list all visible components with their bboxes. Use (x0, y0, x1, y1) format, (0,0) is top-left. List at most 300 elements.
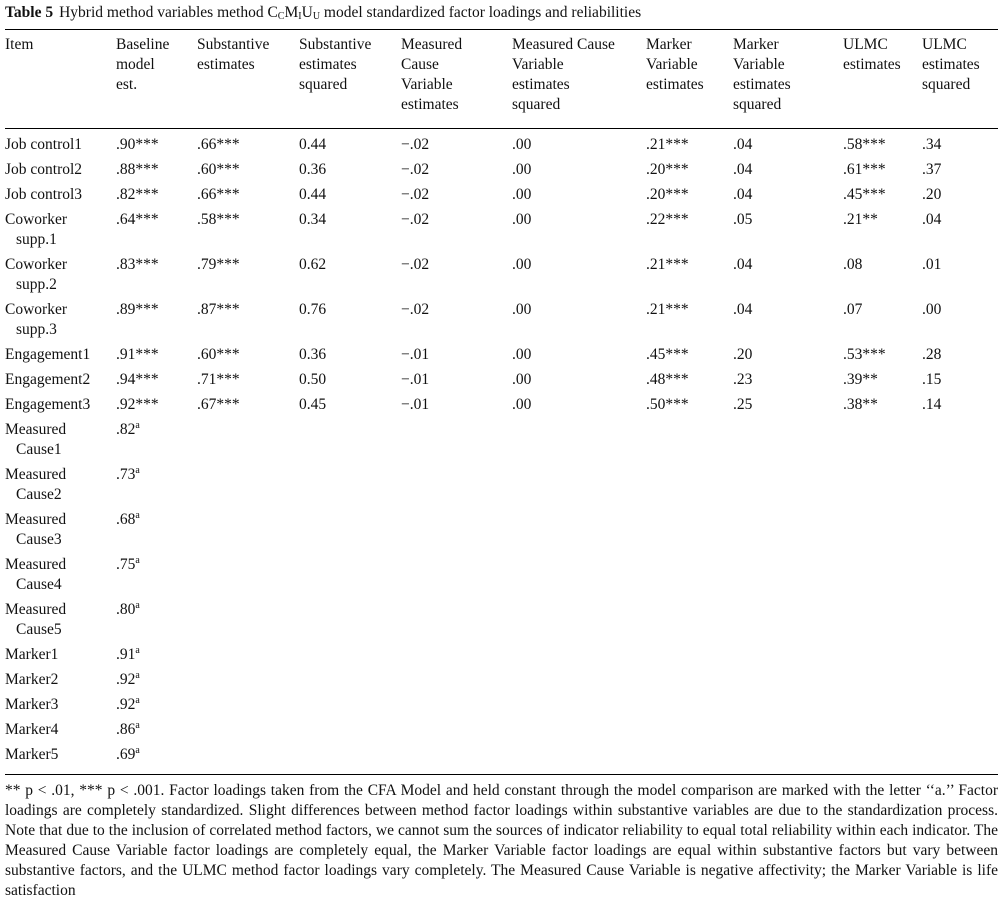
value-cell (733, 668, 843, 693)
value-cell (646, 743, 733, 774)
item-cell (5, 253, 116, 298)
value-cell (733, 393, 843, 418)
value-cell (922, 668, 998, 693)
value-cell (646, 693, 733, 718)
cell-value: .92*** (116, 396, 159, 413)
value-cell (922, 158, 998, 183)
column-header-line: estimates (646, 76, 704, 93)
item-label: Engagement3 (5, 396, 91, 413)
cell-value: .61*** (843, 161, 886, 178)
footnote-marker: a (135, 670, 140, 681)
cell-value: .15 (922, 371, 942, 388)
footnote-marker: a (135, 745, 140, 756)
value-cell (116, 129, 197, 158)
value-cell (197, 183, 299, 208)
cell-value: .20*** (646, 161, 689, 178)
value-cell (512, 208, 646, 253)
table-row (5, 253, 998, 298)
value-cell (512, 743, 646, 774)
cell-value: 0.44 (299, 136, 327, 153)
value-cell (733, 743, 843, 774)
column-header-line: squared (512, 96, 561, 113)
value-cell (401, 718, 512, 743)
value-cell (197, 208, 299, 253)
cell-value: 0.45 (299, 396, 327, 413)
cell-value: .04 (922, 211, 942, 228)
item-label: Engagement2 (5, 371, 91, 388)
cell-value: 0.36 (299, 346, 327, 363)
column-header-line: Variable (733, 56, 785, 73)
value-cell (733, 718, 843, 743)
table-row (5, 463, 998, 508)
cell-value: .00 (512, 301, 532, 318)
value-cell (116, 693, 197, 718)
cell-value: .00 (922, 301, 942, 318)
column-header-line: estimates (922, 56, 980, 73)
loadings-table (5, 30, 998, 774)
item-cell (5, 743, 116, 774)
value-cell (843, 368, 922, 393)
cell-value: .67*** (197, 396, 240, 413)
item-label: supp.2 (16, 276, 57, 293)
cell-value: .79*** (197, 256, 240, 273)
column-header-line: estimates (401, 96, 459, 113)
table-row (5, 343, 998, 368)
cell-value: .00 (512, 256, 532, 273)
value-cell (512, 158, 646, 183)
value-cell (843, 643, 922, 668)
value-cell (401, 368, 512, 393)
table-row (5, 393, 998, 418)
value-cell (197, 598, 299, 643)
column-header-line: Item (5, 36, 34, 53)
item-label: supp.3 (16, 321, 57, 338)
value-cell (401, 418, 512, 463)
item-cell (5, 368, 116, 393)
cell-value: .66*** (197, 136, 240, 153)
value-cell (733, 298, 843, 343)
column-header-line: Marker (646, 36, 692, 53)
item-label: Cause2 (16, 486, 62, 503)
cell-value: .20 (733, 346, 753, 363)
value-cell (401, 298, 512, 343)
value-cell (646, 668, 733, 693)
column-header-line: squared (299, 76, 348, 93)
value-cell (733, 343, 843, 368)
cell-value: .07 (843, 301, 863, 318)
cell-value: −.01 (401, 396, 430, 413)
value-cell (401, 463, 512, 508)
item-cell (5, 158, 116, 183)
value-cell (197, 668, 299, 693)
column-header-line: est. (116, 76, 138, 93)
cell-value: .28 (922, 346, 942, 363)
cell-value: .00 (512, 136, 532, 153)
value-cell (512, 393, 646, 418)
value-cell (299, 368, 401, 393)
value-cell (401, 129, 512, 158)
value-cell (116, 343, 197, 368)
cell-value: −.02 (401, 161, 430, 178)
item-label: Coworker (5, 211, 67, 228)
value-cell (646, 598, 733, 643)
value-cell (197, 368, 299, 393)
value-cell (733, 643, 843, 668)
cell-value: .71*** (197, 371, 240, 388)
value-cell (646, 253, 733, 298)
value-cell (299, 158, 401, 183)
cell-value: .22*** (646, 211, 689, 228)
item-cell (5, 183, 116, 208)
table-label: Table 5 (5, 4, 54, 21)
column-header-line: ULMC (843, 36, 888, 53)
cell-value: .82 (116, 421, 136, 438)
value-cell (922, 393, 998, 418)
table-row (5, 553, 998, 598)
cell-value: .50*** (646, 396, 689, 413)
item-label: Engagement1 (5, 346, 91, 363)
value-cell (922, 598, 998, 643)
cell-value: .08 (843, 256, 863, 273)
value-cell (299, 129, 401, 158)
value-cell (922, 743, 998, 774)
column-header (922, 30, 998, 129)
value-cell (116, 598, 197, 643)
value-cell (116, 553, 197, 598)
value-cell (922, 129, 998, 158)
cell-value: .04 (733, 136, 753, 153)
value-cell (646, 463, 733, 508)
value-cell (733, 368, 843, 393)
value-cell (512, 368, 646, 393)
column-header-line: Substantive (299, 36, 372, 53)
column-header-line: Measured Cause (512, 36, 615, 53)
value-cell (401, 598, 512, 643)
item-label: Job control3 (5, 186, 83, 203)
column-header-line: squared (733, 96, 782, 113)
footnote-marker: a (135, 695, 140, 706)
value-cell (922, 253, 998, 298)
value-cell (843, 343, 922, 368)
value-cell (843, 393, 922, 418)
table-row (5, 508, 998, 553)
cell-value: .00 (512, 211, 532, 228)
value-cell (299, 183, 401, 208)
footnote-marker: a (135, 600, 140, 611)
item-cell (5, 508, 116, 553)
cell-value: .23 (733, 371, 753, 388)
item-label: Measured (5, 466, 67, 483)
item-cell (5, 393, 116, 418)
item-cell (5, 129, 116, 158)
value-cell (197, 508, 299, 553)
cell-value: .91 (116, 646, 136, 663)
table-row (5, 208, 998, 253)
cell-value: .80 (116, 601, 136, 618)
cell-value: .00 (512, 371, 532, 388)
value-cell (512, 508, 646, 553)
column-header-line: squared (922, 76, 971, 93)
cell-value: .21*** (646, 301, 689, 318)
value-cell (512, 183, 646, 208)
column-header-line: Baseline (116, 36, 170, 53)
item-label: Coworker (5, 256, 67, 273)
value-cell (197, 743, 299, 774)
value-cell (401, 693, 512, 718)
cell-value: .86 (116, 721, 136, 738)
value-cell (733, 129, 843, 158)
column-header (116, 30, 197, 129)
value-cell (843, 183, 922, 208)
cell-value: −.01 (401, 346, 430, 363)
value-cell (646, 158, 733, 183)
value-cell (843, 253, 922, 298)
cell-value: .39** (843, 371, 878, 388)
value-cell (299, 508, 401, 553)
cell-value: .69 (116, 746, 136, 763)
value-cell (401, 668, 512, 693)
item-label: Marker5 (5, 746, 59, 763)
value-cell (733, 508, 843, 553)
table-row (5, 418, 998, 463)
value-cell (197, 158, 299, 183)
value-cell (197, 418, 299, 463)
cell-value: .25 (733, 396, 753, 413)
column-header-line: estimates (197, 56, 255, 73)
value-cell (299, 343, 401, 368)
value-cell (922, 508, 998, 553)
value-cell (843, 553, 922, 598)
item-cell (5, 598, 116, 643)
item-cell (5, 668, 116, 693)
value-cell (733, 553, 843, 598)
cell-value: .73 (116, 466, 136, 483)
footnote-marker: a (135, 645, 140, 656)
cell-value: .14 (922, 396, 942, 413)
cell-value: .20*** (646, 186, 689, 203)
value-cell (733, 253, 843, 298)
item-label: Job control2 (5, 161, 83, 178)
value-cell (299, 743, 401, 774)
value-cell (843, 743, 922, 774)
value-cell (922, 368, 998, 393)
value-cell (512, 693, 646, 718)
footnote-marker: a (135, 510, 140, 521)
cell-value: .04 (733, 301, 753, 318)
value-cell (512, 553, 646, 598)
value-cell (843, 693, 922, 718)
cell-value: .00 (512, 186, 532, 203)
table-row (5, 693, 998, 718)
footnote-marker: a (135, 555, 140, 566)
cell-value: 0.36 (299, 161, 327, 178)
value-cell (299, 463, 401, 508)
value-cell (843, 718, 922, 743)
column-header-line: estimates (733, 76, 791, 93)
value-cell (512, 718, 646, 743)
cell-value: .87*** (197, 301, 240, 318)
value-cell (646, 343, 733, 368)
value-cell (401, 158, 512, 183)
cell-value: .00 (512, 161, 532, 178)
value-cell (733, 183, 843, 208)
value-cell (512, 343, 646, 368)
cell-value: .20 (922, 186, 942, 203)
cell-value: 0.44 (299, 186, 327, 203)
column-header-line: ULMC (922, 36, 967, 53)
column-header (5, 30, 116, 129)
column-header-line: Variable (512, 56, 564, 73)
cell-value: −.02 (401, 136, 430, 153)
cell-value: .68 (116, 511, 136, 528)
column-header-line: estimates (843, 56, 901, 73)
value-cell (116, 643, 197, 668)
value-cell (197, 553, 299, 598)
value-cell (299, 393, 401, 418)
value-cell (922, 553, 998, 598)
value-cell (922, 643, 998, 668)
value-cell (299, 298, 401, 343)
table-caption: Table 5 Hybrid method variables method $C_CM_IU_U$ model standardized factor loadings and reliabilities (5, 4, 642, 22)
value-cell (646, 298, 733, 343)
column-header (299, 30, 401, 129)
value-cell (116, 668, 197, 693)
table-row (5, 743, 998, 774)
item-label: supp.1 (16, 231, 57, 248)
value-cell (512, 598, 646, 643)
cell-value: 0.34 (299, 211, 327, 228)
cell-value: .60*** (197, 161, 240, 178)
column-header (646, 30, 733, 129)
cell-value: .04 (733, 161, 753, 178)
cell-value: .94*** (116, 371, 159, 388)
cell-value: −.02 (401, 211, 430, 228)
value-cell (401, 643, 512, 668)
table-row (5, 643, 998, 668)
value-cell (116, 158, 197, 183)
column-header (401, 30, 512, 129)
value-cell (646, 208, 733, 253)
column-header-line: Measured (401, 36, 463, 53)
item-label: Marker2 (5, 671, 59, 688)
cell-value: .60*** (197, 346, 240, 363)
value-cell (299, 208, 401, 253)
value-cell (733, 693, 843, 718)
item-label: Coworker (5, 301, 67, 318)
footnote-marker: a (135, 720, 140, 731)
value-cell (922, 183, 998, 208)
value-cell (646, 508, 733, 553)
cell-value: .45*** (843, 186, 886, 203)
value-cell (116, 718, 197, 743)
value-cell (299, 668, 401, 693)
value-cell (512, 253, 646, 298)
value-cell (299, 598, 401, 643)
cell-value: .83*** (116, 256, 159, 273)
value-cell (197, 643, 299, 668)
value-cell (922, 208, 998, 253)
cell-value: .89*** (116, 301, 159, 318)
cell-value: .92 (116, 696, 136, 713)
value-cell (197, 253, 299, 298)
value-cell (733, 463, 843, 508)
value-cell (646, 368, 733, 393)
value-cell (512, 463, 646, 508)
cell-value: .58*** (843, 136, 886, 153)
cell-value: .38** (843, 396, 878, 413)
table-body (5, 129, 998, 775)
value-cell (116, 463, 197, 508)
value-cell (401, 508, 512, 553)
value-cell (922, 463, 998, 508)
cell-value: .92 (116, 671, 136, 688)
value-cell (116, 298, 197, 343)
item-label: Job control1 (5, 136, 83, 153)
value-cell (299, 553, 401, 598)
column-header-line: Variable (646, 56, 698, 73)
value-cell (646, 718, 733, 743)
column-header (733, 30, 843, 129)
value-cell (843, 298, 922, 343)
table-header-row (5, 30, 998, 129)
cell-value: .53*** (843, 346, 886, 363)
column-header (512, 30, 646, 129)
value-cell (116, 743, 197, 774)
value-cell (843, 668, 922, 693)
column-header (197, 30, 299, 129)
value-cell (512, 668, 646, 693)
table-row (5, 598, 998, 643)
cell-value: .48*** (646, 371, 689, 388)
value-cell (733, 158, 843, 183)
item-cell (5, 643, 116, 668)
cell-value: .82*** (116, 186, 159, 203)
cell-value: .91*** (116, 346, 159, 363)
cell-value: .21*** (646, 136, 689, 153)
cell-value: −.02 (401, 256, 430, 273)
cell-value: −.01 (401, 371, 430, 388)
item-cell (5, 463, 116, 508)
cell-value: .75 (116, 556, 136, 573)
value-cell (116, 208, 197, 253)
cell-value: .88*** (116, 161, 159, 178)
value-cell (922, 418, 998, 463)
value-cell (401, 553, 512, 598)
value-cell (843, 158, 922, 183)
item-cell (5, 298, 116, 343)
item-label: Measured (5, 601, 67, 618)
cell-value: .00 (512, 346, 532, 363)
table-row (5, 668, 998, 693)
table-row (5, 718, 998, 743)
table-row (5, 183, 998, 208)
item-cell (5, 208, 116, 253)
value-cell (116, 393, 197, 418)
value-cell (197, 393, 299, 418)
cell-value: .37 (922, 161, 942, 178)
item-label: Marker4 (5, 721, 59, 738)
cell-value: 0.76 (299, 301, 327, 318)
item-label: Measured (5, 511, 67, 528)
value-cell (299, 718, 401, 743)
cell-value: 0.50 (299, 371, 327, 388)
value-cell (299, 693, 401, 718)
value-cell (401, 208, 512, 253)
value-cell (401, 183, 512, 208)
cell-value: .34 (922, 136, 942, 153)
footnote-marker: a (135, 465, 140, 476)
column-header-line: model (116, 56, 155, 73)
